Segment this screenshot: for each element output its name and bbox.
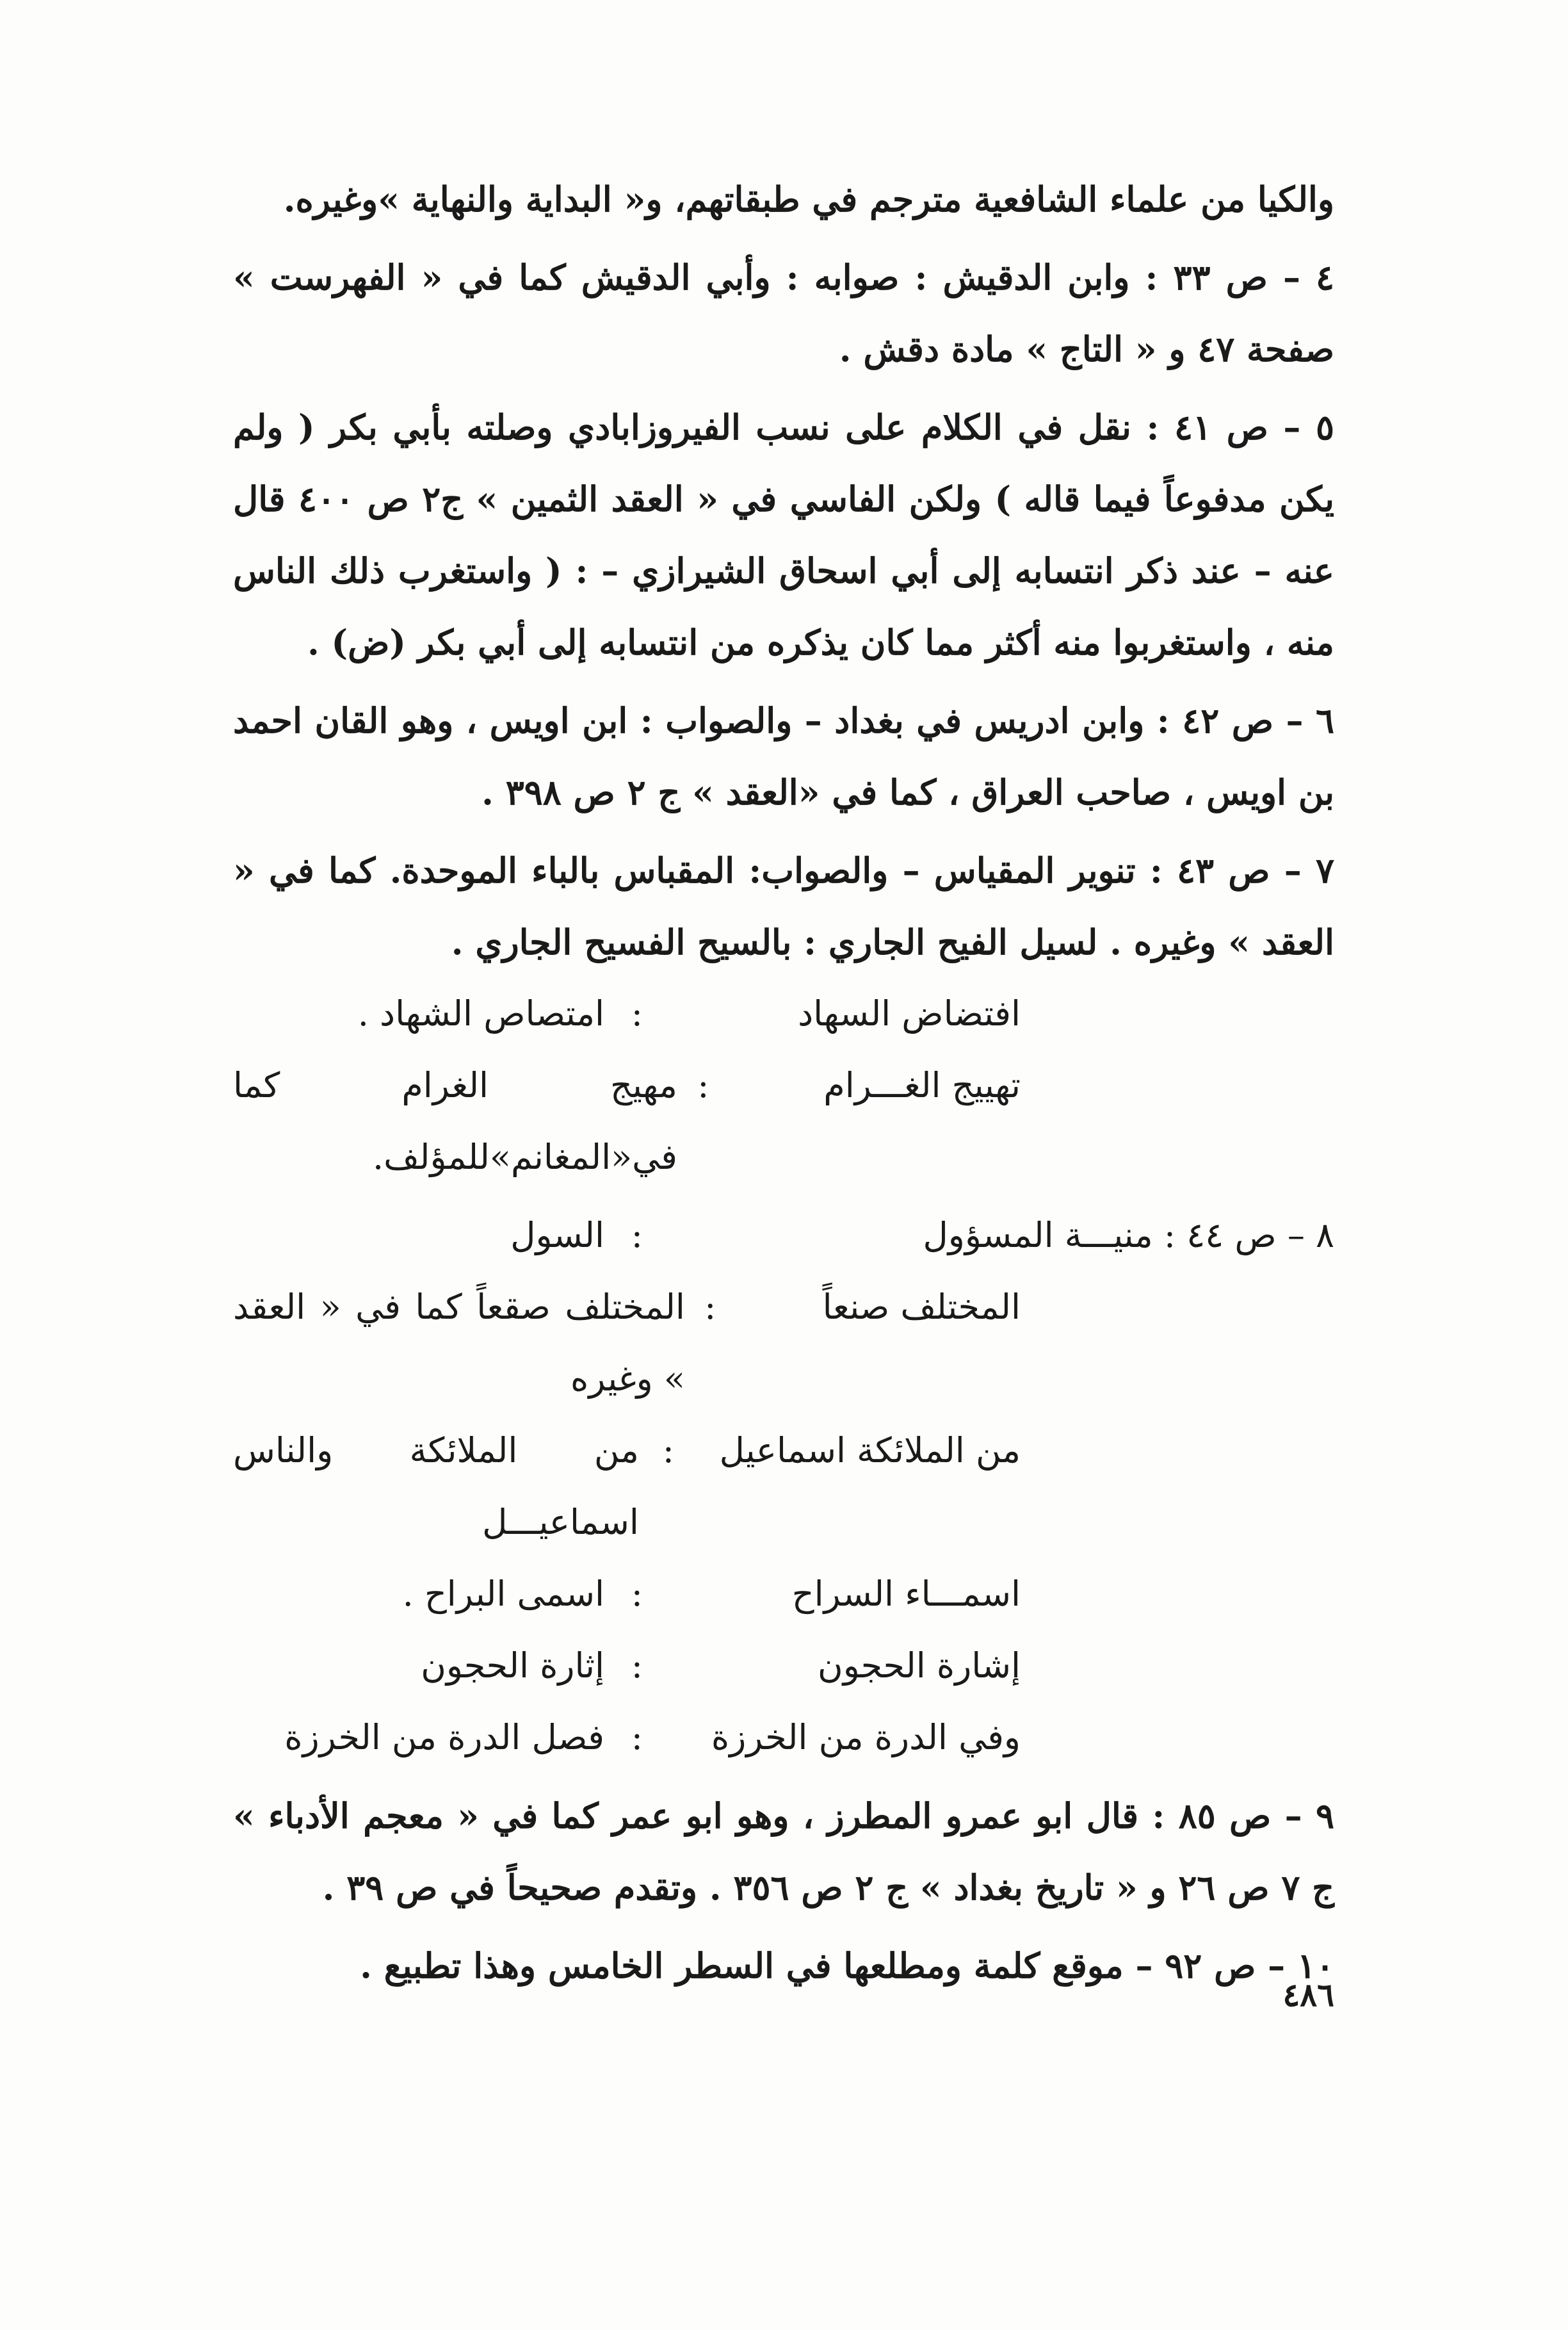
correction-separator: : bbox=[697, 1065, 709, 1105]
paragraph-continuation: والكيا من علماء الشافعية مترجم في طبقاتهم، و« البداية والنهاية »وغيره. bbox=[283, 179, 1334, 220]
paragraph-item-8 bbox=[233, 1200, 1334, 1773]
correction-wrong: المختلف صنعاً bbox=[822, 1287, 1021, 1327]
paragraph-item-4: ٤ – ص ٣٣ : وابن الدقيش : صوابه : وأبي الدقيش كما في « الفهرست » صفحة ٤٧ و « التاج » مادة دقش . bbox=[233, 257, 1335, 370]
correction-wrong: إشارة الحجون bbox=[818, 1645, 1021, 1686]
correction-separator: : bbox=[662, 1430, 674, 1471]
correction-wrong: وفي الدرة من الخرزة bbox=[711, 1717, 1021, 1757]
correction-right: من الملائكة والناس اسماعيـــل bbox=[232, 1430, 639, 1542]
correction-row bbox=[233, 1271, 1334, 1415]
correction-separator: : bbox=[704, 1287, 716, 1327]
correction-row bbox=[233, 1702, 1334, 1773]
correction-row bbox=[233, 978, 1334, 1050]
paragraph-item-7-head: ٧ – ص ٤٣ : تنوير المقياس – والصواب: المقباس بالباء الموحدة. كما في « العقد » وغيره . لسيل الفيح الجاري : بالسيح الفسيح الجاري . bbox=[233, 850, 1334, 963]
correction-row bbox=[233, 1630, 1334, 1702]
correction-separator: : bbox=[631, 1574, 643, 1614]
correction-right: مهيج الغرام كما في«المغانم»للمؤلف. bbox=[232, 1065, 677, 1177]
correction-wrong: تهييج الغـــرام bbox=[823, 1065, 1021, 1105]
correction-right: اسمى البراح . bbox=[402, 1574, 604, 1614]
correction-separator: : bbox=[631, 1717, 643, 1757]
correction-row bbox=[233, 1050, 1334, 1193]
correction-wrong: اسمـــاء السراح bbox=[791, 1574, 1021, 1614]
correction-right: السول bbox=[510, 1215, 604, 1255]
paragraph-item-6: ٦ – ص ٤٢ : وابن ادريس في بغداد – والصواب : ابن اويس ، وهو القان احمد بن اويس ، صاحب العراق ، كما في «العقد » ج ٢ ص ٣٩٨ . bbox=[233, 700, 1335, 813]
paragraph-item-10: ١٠ – ص ٩٢ – موقع كلمة ومطلعها في السطر الخامس وهذا تطبيع . bbox=[360, 1945, 1334, 1986]
correction-wrong: ٨ – ص ٤٤ : منيـــة المسؤول bbox=[923, 1215, 1334, 1255]
paragraph-item-9: ٩ – ص ٨٥ : قال ابو عمرو المطرز ، وهو ابو عمر كما في « معجم الأدباء » ج ٧ ص ٢٦ و « تاريخ بغداد » ج ٢ ص ٣٥٦ . وتقدم صحيحاً في ص ٣٩ . bbox=[233, 1795, 1334, 1908]
page-number: ٤٨٦ bbox=[1282, 1976, 1334, 2014]
correction-row bbox=[233, 1558, 1334, 1630]
page-body bbox=[233, 163, 1334, 2008]
correction-separator: : bbox=[631, 993, 643, 1034]
correction-wrong: من الملائكة اسماعيل bbox=[719, 1430, 1021, 1471]
correction-right: إثارة الحجون bbox=[421, 1645, 604, 1686]
correction-right: امتصاص الشهاد . bbox=[357, 993, 604, 1034]
correction-right: فصل الدرة من الخرزة bbox=[284, 1717, 604, 1757]
correction-row bbox=[233, 1200, 1334, 1271]
paragraph-item-5: ٥ – ص ٤١ : نقل في الكلام على نسب الفيروزابادي وصلته بأبي بكر ( ولم يكن مدفوعاً فيما قاله ) ولكن الفاسي في « العقد الثمين » ج٢ ص ٤٠٠ قال عنه – عند ذكر انتسابه إلى أبي اسحاق الشيرازي – : ( واستغرب ذلك الناس منه ، واستغربوا منه أكثر مما كان يذكره من انتسابه إلى أبي بكر (ض) . bbox=[233, 407, 1334, 663]
correction-separator: : bbox=[631, 1645, 643, 1686]
correction-row bbox=[233, 1415, 1334, 1558]
correction-right: المختلف صقعاً كما في « العقد » وغيره bbox=[233, 1287, 685, 1399]
correction-separator: : bbox=[631, 1215, 643, 1255]
correction-wrong: افتضاض السهاد bbox=[798, 993, 1021, 1034]
paragraph-item-7 bbox=[233, 835, 1334, 1193]
